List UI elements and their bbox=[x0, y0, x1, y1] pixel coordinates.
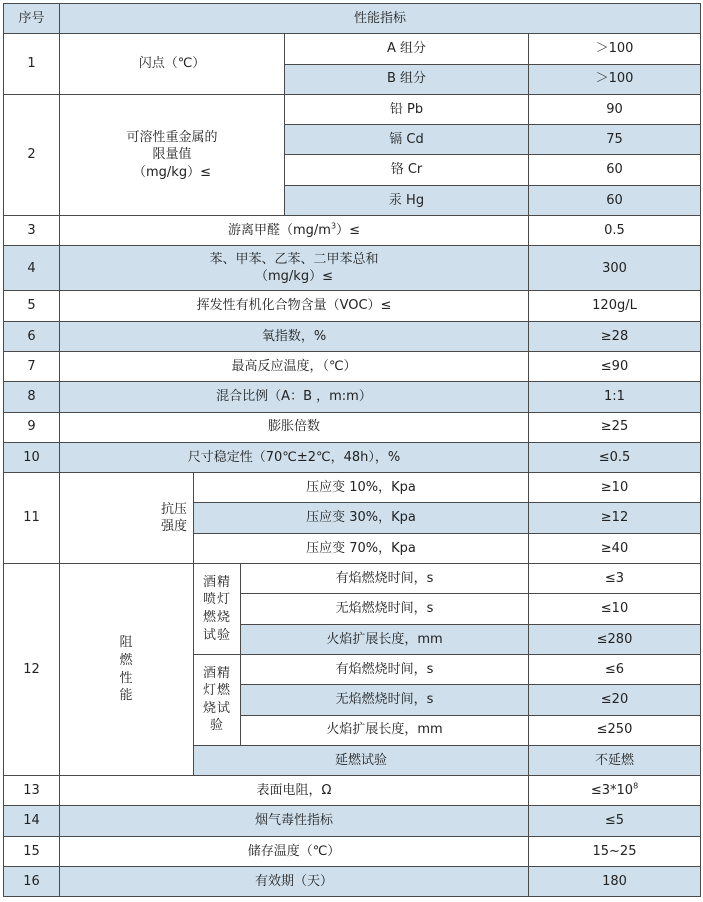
test-method-label bbox=[194, 654, 241, 745]
property-name: 混合比例（A：B ，m:m） bbox=[60, 382, 529, 412]
property-name: 有效期（天） bbox=[60, 867, 529, 897]
table-row bbox=[4, 412, 701, 442]
row-number: 16 bbox=[4, 867, 60, 897]
property-value: ≥40 bbox=[529, 533, 701, 563]
group-label-char: 性 bbox=[119, 670, 134, 686]
group-label bbox=[60, 473, 194, 564]
sub-property: 有焰燃烧时间，s bbox=[241, 564, 529, 594]
property-value bbox=[529, 776, 701, 806]
property-value: 不延燃 bbox=[529, 745, 701, 775]
property-name: 挥发性有机化合物含量（VOC）≤ bbox=[60, 291, 529, 321]
sub-property: 压应变 10%，Kpa bbox=[194, 473, 529, 503]
property-value: ≤3 bbox=[529, 564, 701, 594]
table-row bbox=[4, 94, 701, 124]
table-row bbox=[4, 351, 701, 381]
property-value: ≥12 bbox=[529, 503, 701, 533]
row-number: 8 bbox=[4, 382, 60, 412]
property-value: 120g/L bbox=[529, 291, 701, 321]
property-name: 储存温度（℃） bbox=[60, 836, 529, 866]
row-number: 9 bbox=[4, 412, 60, 442]
table-row bbox=[4, 806, 701, 836]
row-number: 10 bbox=[4, 442, 60, 472]
property-value: 60 bbox=[529, 185, 701, 215]
property-value-text: ≤3*10 bbox=[590, 783, 634, 798]
table-row bbox=[4, 246, 701, 291]
group-label-char: 燃 bbox=[119, 653, 134, 669]
property-value: ≤6 bbox=[529, 654, 701, 684]
property-value: 15~25 bbox=[529, 836, 701, 866]
row-number: 6 bbox=[4, 321, 60, 351]
property-value: ≥28 bbox=[529, 321, 701, 351]
property-value: ＞100 bbox=[529, 64, 701, 94]
property-value: ≤250 bbox=[529, 715, 701, 745]
row-number: 15 bbox=[4, 836, 60, 866]
property-value: ≤20 bbox=[529, 685, 701, 715]
test-method-line: 试验 bbox=[202, 627, 231, 643]
property-value: ≥25 bbox=[529, 412, 701, 442]
group-label bbox=[60, 564, 194, 776]
table-row bbox=[4, 382, 701, 412]
sub-property: 压应变 30%，Kpa bbox=[194, 503, 529, 533]
property-name: 膨胀倍数 bbox=[60, 412, 529, 442]
sub-property: 延燃试验 bbox=[194, 745, 529, 775]
property-name: 烟气毒性指标 bbox=[60, 806, 529, 836]
property-name: 氧指数，% bbox=[60, 321, 529, 351]
property-value: 75 bbox=[529, 125, 701, 155]
test-method-line: 验 bbox=[209, 718, 224, 734]
superscript: 8 bbox=[633, 781, 639, 791]
row-number: 13 bbox=[4, 776, 60, 806]
property-name: 闪点（℃） bbox=[60, 34, 285, 95]
sub-property: 铬 Cr bbox=[285, 155, 529, 185]
row-number: 7 bbox=[4, 351, 60, 381]
test-method-line: 燃烧 bbox=[202, 609, 231, 625]
table-row bbox=[4, 321, 701, 351]
sub-property: 有焰燃烧时间，s bbox=[241, 654, 529, 684]
property-name: 表面电阻，Ω bbox=[60, 776, 529, 806]
row-number: 5 bbox=[4, 291, 60, 321]
row-number: 11 bbox=[4, 473, 60, 564]
test-method-line: 烧试 bbox=[202, 700, 231, 716]
sub-property: 火焰扩展长度，mm bbox=[241, 624, 529, 654]
property-value: 0.5 bbox=[529, 216, 701, 246]
row-number: 12 bbox=[4, 564, 60, 776]
row-number: 3 bbox=[4, 216, 60, 246]
property-name: 尺寸稳定性（70℃±2℃，48h），% bbox=[60, 442, 529, 472]
property-value: ≥10 bbox=[529, 473, 701, 503]
table-row bbox=[4, 836, 701, 866]
property-value: ≤280 bbox=[529, 624, 701, 654]
property-name bbox=[60, 216, 529, 246]
superscript: 3 bbox=[330, 221, 337, 231]
sub-property: 压应变 70%，Kpa bbox=[194, 533, 529, 563]
property-value: ≤10 bbox=[529, 594, 701, 624]
group-label-line: 强度 bbox=[160, 519, 187, 535]
sub-property: 铅 Pb bbox=[285, 94, 529, 124]
property-name-line: （mg/kg）≤ bbox=[255, 269, 333, 285]
table-row bbox=[4, 442, 701, 472]
test-method-line: 喷灯 bbox=[202, 592, 231, 608]
row-number: 14 bbox=[4, 806, 60, 836]
group-label-char: 阻 bbox=[119, 635, 134, 651]
row-number: 1 bbox=[4, 34, 60, 95]
property-name bbox=[60, 94, 285, 215]
header-row bbox=[4, 4, 701, 34]
property-name: 最高反应温度，（℃） bbox=[60, 351, 529, 381]
sub-property: 火焰扩展长度，mm bbox=[241, 715, 529, 745]
table-row bbox=[4, 291, 701, 321]
sub-property: B 组分 bbox=[285, 64, 529, 94]
table-row bbox=[4, 564, 701, 594]
table-row bbox=[4, 473, 701, 503]
sub-property: 汞 Hg bbox=[285, 185, 529, 215]
table-row bbox=[4, 34, 701, 64]
property-name-text: ）≤ bbox=[336, 222, 360, 238]
sub-property: 无焰燃烧时间，s bbox=[241, 685, 529, 715]
property-value: ≤90 bbox=[529, 351, 701, 381]
property-value: 60 bbox=[529, 155, 701, 185]
sub-property: 无焰燃烧时间，s bbox=[241, 594, 529, 624]
property-value: 1:1 bbox=[529, 382, 701, 412]
property-value: 90 bbox=[529, 94, 701, 124]
header-index: 性能指标 bbox=[60, 4, 701, 34]
table-row bbox=[4, 776, 701, 806]
property-value: 180 bbox=[529, 867, 701, 897]
test-method-line: 酒精 bbox=[202, 665, 231, 681]
row-number: 4 bbox=[4, 246, 60, 291]
property-name-line: 可溶性重金属的 bbox=[126, 129, 218, 145]
property-name-line: （mg/kg）≤ bbox=[133, 164, 211, 180]
test-method-line: 酒精 bbox=[202, 574, 231, 590]
row-number: 2 bbox=[4, 94, 60, 215]
property-name bbox=[60, 246, 529, 291]
table-row bbox=[4, 216, 701, 246]
spec-table bbox=[3, 3, 701, 897]
sub-property: 镉 Cd bbox=[285, 125, 529, 155]
test-method-line: 灯燃 bbox=[202, 683, 231, 699]
property-value: ≤5 bbox=[529, 806, 701, 836]
property-value: ≤0.5 bbox=[529, 442, 701, 472]
header-no: 序号 bbox=[4, 4, 60, 34]
group-label-char: 能 bbox=[119, 688, 134, 704]
property-name-line: 限量值 bbox=[152, 147, 192, 163]
group-label-line: 抗压 bbox=[160, 501, 187, 517]
table-row bbox=[4, 867, 701, 897]
property-name-text: 游离甲醛（mg/m bbox=[228, 222, 331, 238]
sub-property: A 组分 bbox=[285, 34, 529, 64]
property-value: ＞100 bbox=[529, 34, 701, 64]
test-method-label bbox=[194, 564, 241, 655]
property-name-line: 苯、甲苯、乙苯、二甲苯总和 bbox=[209, 251, 379, 267]
property-value: 300 bbox=[529, 246, 701, 291]
